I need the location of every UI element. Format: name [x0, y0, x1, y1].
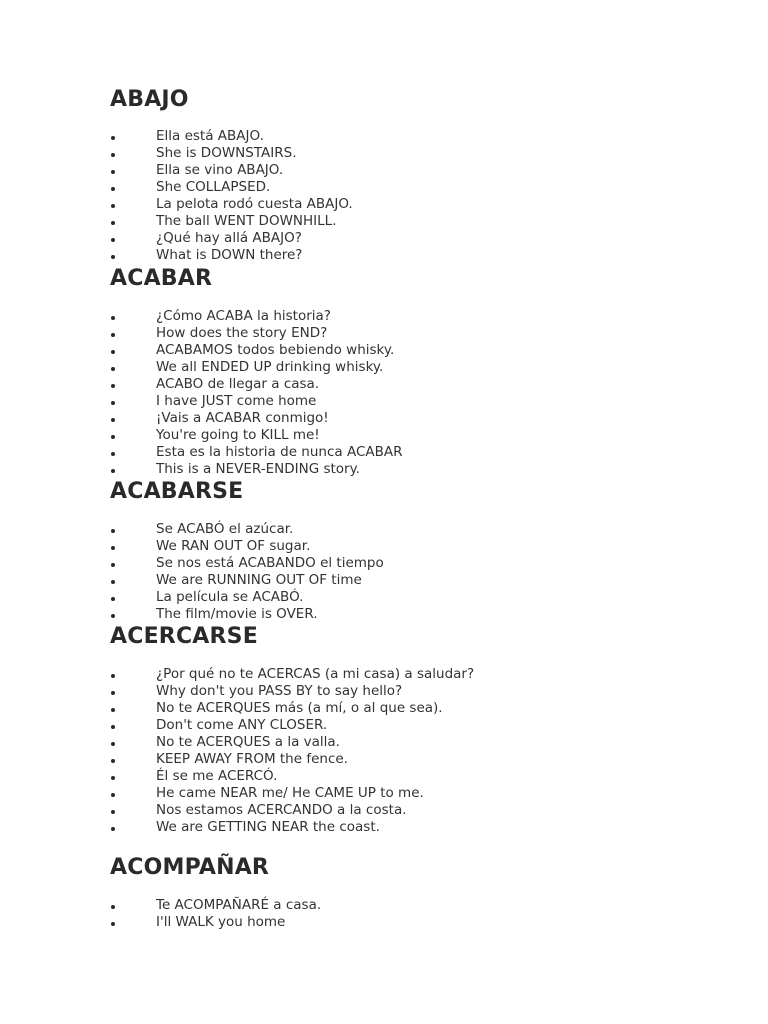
bullet-icon: [111, 204, 115, 208]
list-item-text: Él se me ACERCÓ.: [156, 768, 278, 784]
bullet-icon: [111, 316, 115, 320]
bullet-icon: [111, 435, 115, 439]
list-item-text: How does the story END?: [156, 325, 328, 341]
list-item-text: Te ACOMPAÑARÉ a casa.: [156, 897, 322, 913]
list-item-text: She is DOWNSTAIRS.: [156, 145, 297, 161]
list-item-text: We RAN OUT OF sugar.: [156, 538, 311, 554]
section-heading: ACABARSE: [110, 479, 244, 504]
list-item-text: I'll WALK you home: [156, 914, 286, 930]
bullet-icon: [111, 170, 115, 174]
bullet-icon: [111, 367, 115, 371]
bullet-icon: [111, 708, 115, 712]
bullet-icon: [111, 691, 115, 695]
list-item-text: KEEP AWAY FROM the fence.: [156, 751, 348, 767]
list-item-text: The ball WENT DOWNHILL.: [156, 213, 337, 229]
bullet-icon: [111, 905, 115, 909]
bullet-icon: [111, 153, 115, 157]
section-heading: ACABAR: [110, 266, 213, 291]
list-item-text: I have JUST come home: [156, 393, 317, 409]
list-item-text: The film/movie is OVER.: [156, 606, 318, 622]
bullet-icon: [111, 136, 115, 140]
bullet-icon: [111, 580, 115, 584]
list-item-text: ¿Qué hay allá ABAJO?: [156, 230, 302, 246]
bullet-icon: [111, 452, 115, 456]
list-item-text: Se nos está ACABANDO el tiempo: [156, 555, 384, 571]
bullet-icon: [111, 827, 115, 831]
list-item-text: What is DOWN there?: [156, 247, 303, 263]
list-item-text: We are GETTING NEAR the coast.: [156, 819, 380, 835]
section-acabarse: [110, 479, 730, 622]
bullet-icon: [111, 742, 115, 746]
list-item-text: This is a NEVER-ENDING story.: [156, 461, 360, 477]
section-acercarse: [110, 624, 730, 835]
list-item-text: She COLLAPSED.: [156, 179, 271, 195]
list-item-text: No te ACERQUES más (a mí, o al que sea).: [156, 700, 443, 716]
section-abajo: [110, 87, 730, 263]
bullet-icon: [111, 597, 115, 601]
list-item-text: Se ACABÓ el azúcar.: [156, 521, 294, 537]
list-item-text: ACABO de llegar a casa.: [156, 376, 320, 392]
list-item-text: ¡Vais a ACABAR conmigo!: [156, 410, 329, 426]
list-item-text: He came NEAR me/ He CAME UP to me.: [156, 785, 424, 801]
bullet-icon: [111, 546, 115, 550]
section-acabar: [110, 266, 730, 477]
bullet-icon: [111, 922, 115, 926]
list-item-text: ACABAMOS todos bebiendo whisky.: [156, 342, 395, 358]
bullet-icon: [111, 563, 115, 567]
section-heading: ABAJO: [110, 87, 189, 112]
bullet-icon: [111, 350, 115, 354]
list-item-text: We are RUNNING OUT OF time: [156, 572, 362, 588]
list-item-text: Why don't you PASS BY to say hello?: [156, 683, 403, 699]
bullet-icon: [111, 810, 115, 814]
bullet-icon: [111, 759, 115, 763]
list-item-text: ¿Cómo ACABA la historia?: [156, 308, 331, 324]
bullet-icon: [111, 238, 115, 242]
bullet-icon: [111, 418, 115, 422]
bullet-icon: [111, 793, 115, 797]
bullet-icon: [111, 187, 115, 191]
bullet-icon: [111, 255, 115, 259]
bullet-icon: [111, 384, 115, 388]
bullet-icon: [111, 614, 115, 618]
bullet-icon: [111, 333, 115, 337]
list-item-text: La pelota rodó cuesta ABAJO.: [156, 196, 353, 212]
bullet-icon: [111, 221, 115, 225]
bullet-icon: [111, 401, 115, 405]
list-item-text: Nos estamos ACERCANDO a la costa.: [156, 802, 407, 818]
section-acompanar: [110, 855, 730, 930]
list-item-text: Ella está ABAJO.: [156, 128, 264, 144]
list-item-text: Ella se vino ABAJO.: [156, 162, 284, 178]
section-heading: ACOMPAÑAR: [110, 855, 270, 880]
bullet-icon: [111, 529, 115, 533]
list-item-text: You're going to KILL me!: [156, 427, 320, 443]
list-item-text: No te ACERQUES a la valla.: [156, 734, 340, 750]
list-item-text: Esta es la historia de nunca ACABAR: [156, 444, 403, 460]
list-item-text: La película se ACABÓ.: [156, 589, 304, 605]
list-item-text: ¿Por qué no te ACERCAS (a mi casa) a saludar?: [156, 666, 475, 682]
list-item-text: Don't come ANY CLOSER.: [156, 717, 328, 733]
section-heading: ACERCARSE: [110, 624, 258, 649]
bullet-icon: [111, 674, 115, 678]
bullet-icon: [111, 469, 115, 473]
list-item-text: We all ENDED UP drinking whisky.: [156, 359, 384, 375]
bullet-icon: [111, 776, 115, 780]
bullet-icon: [111, 725, 115, 729]
